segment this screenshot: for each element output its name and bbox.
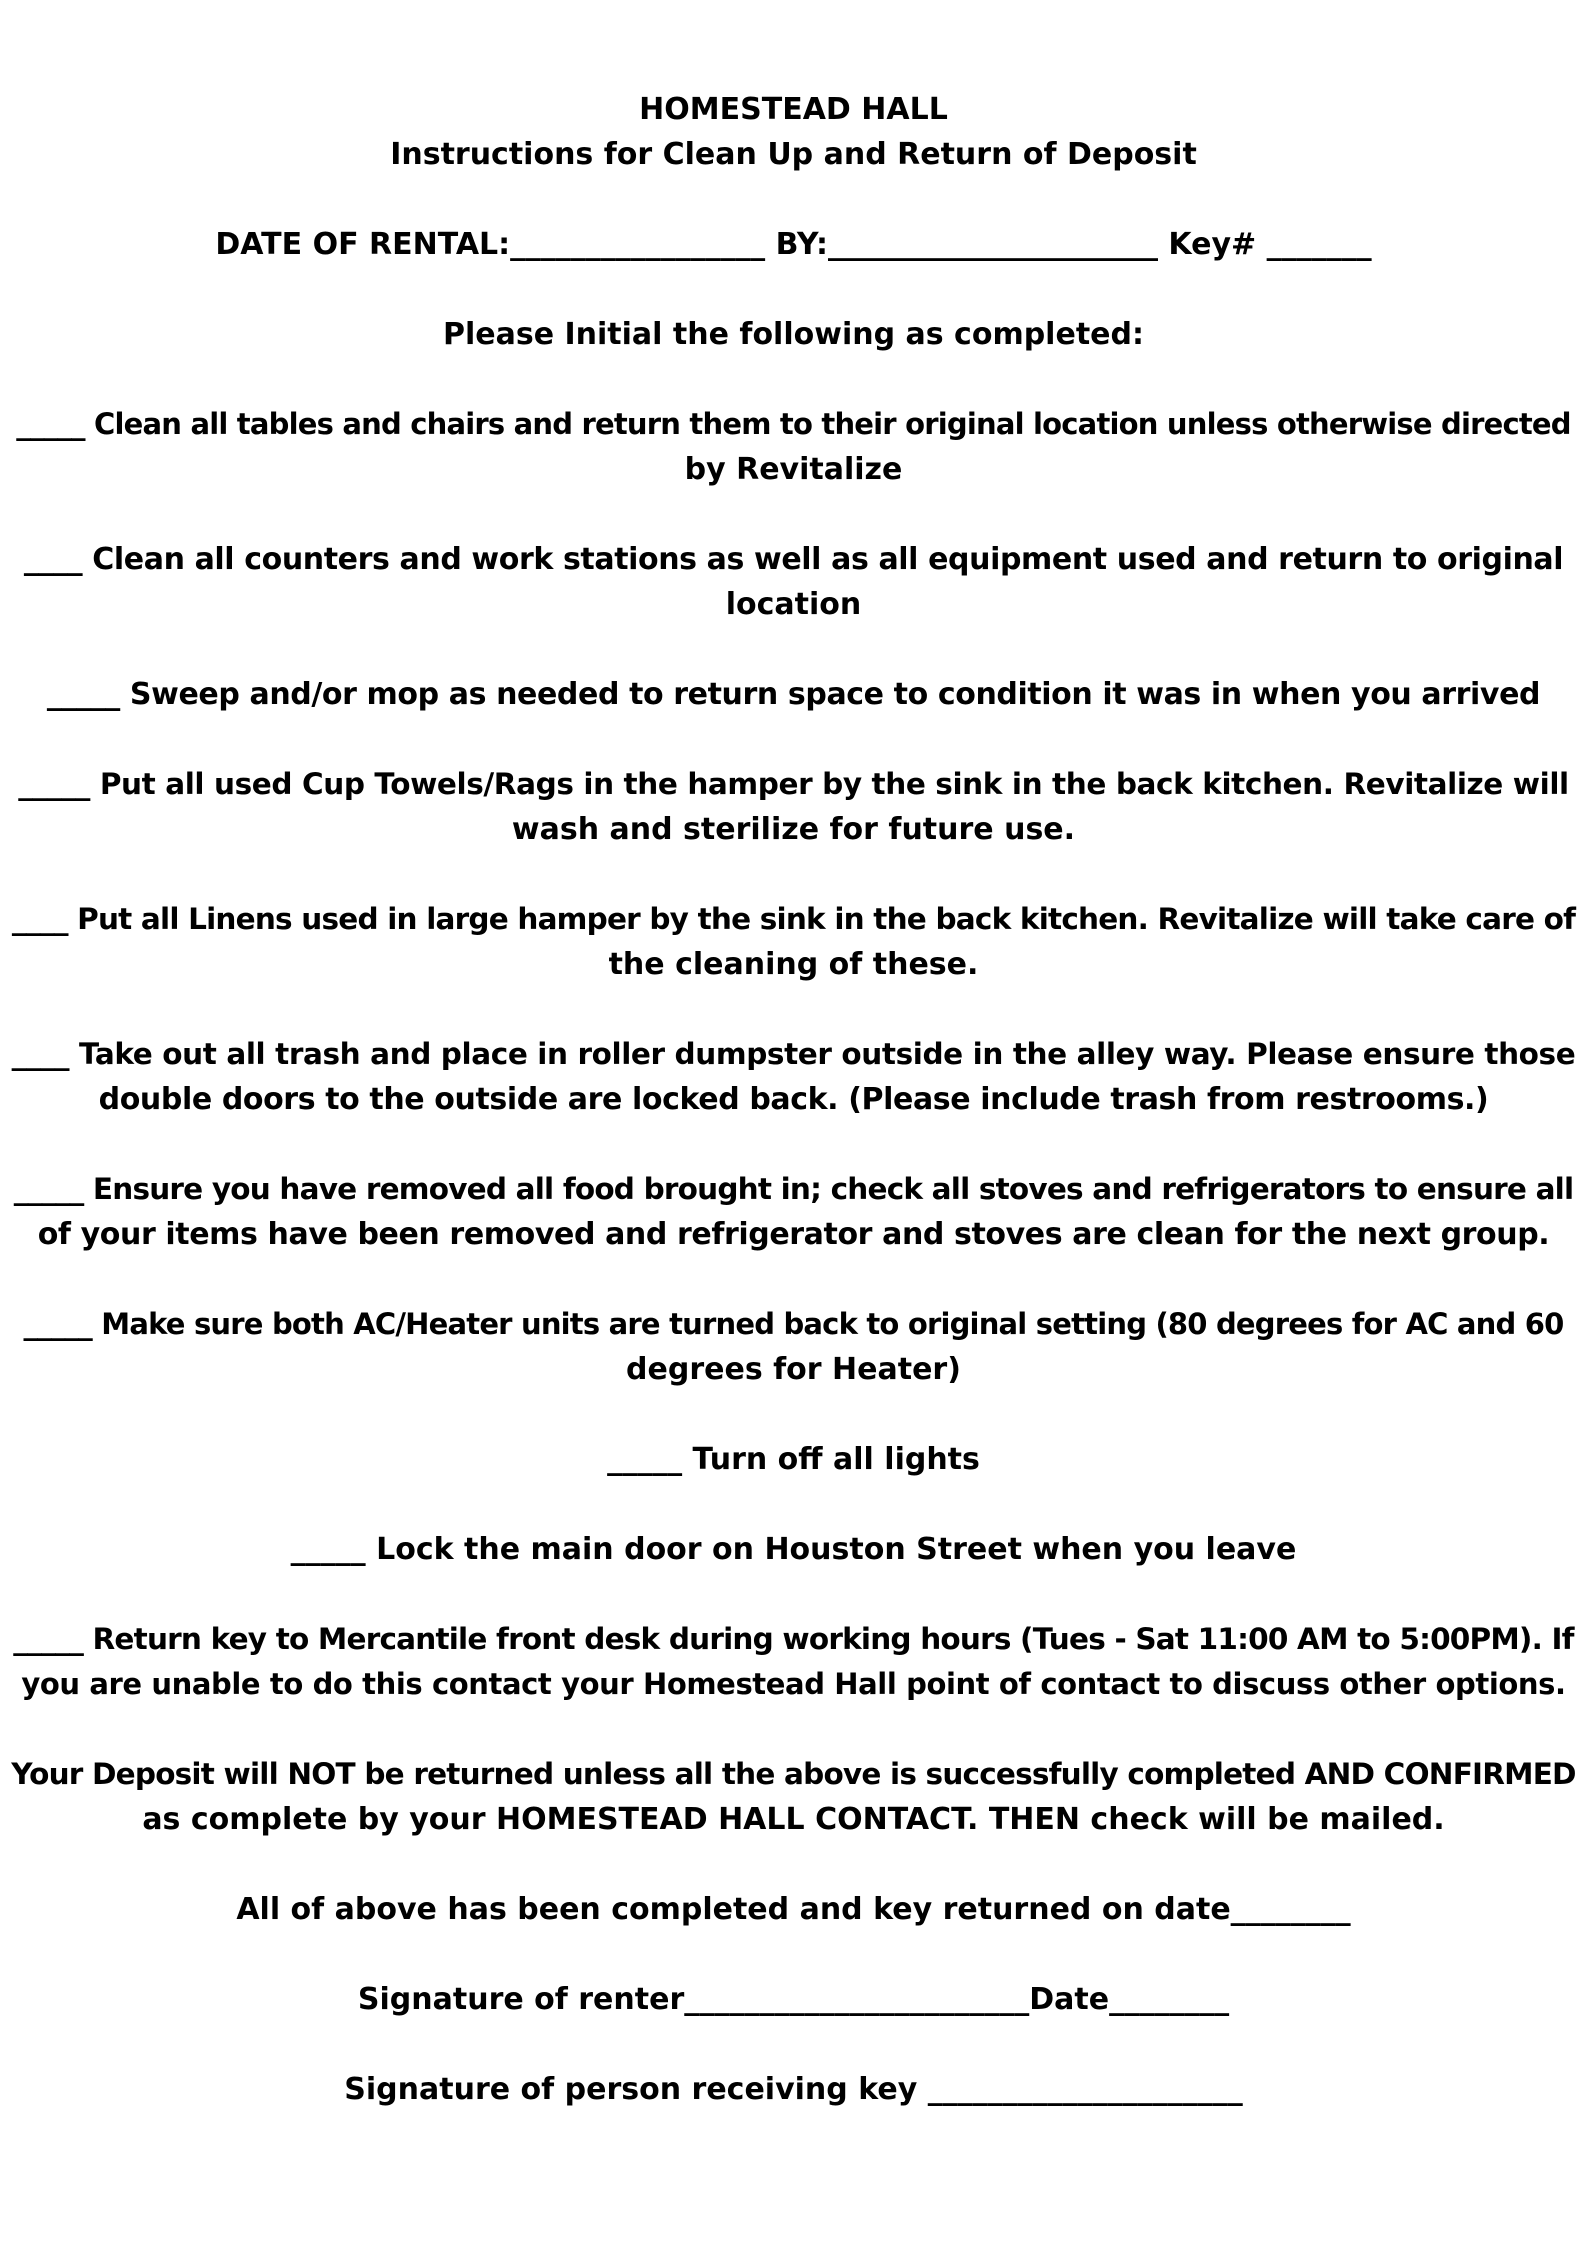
page-title: HOMESTEAD HALL [639,92,948,127]
checklist-item-5-line-2: the cleaning of these. [608,947,979,982]
receiver-signature-line: Signature of person receiving key _____________________ [344,2072,1243,2107]
checklist-item-7-line-2: of your items have been removed and refrigerator and stoves are clean for the next group. [37,1217,1550,1252]
checklist-item-4-line-2: wash and sterilize for future use. [511,812,1076,847]
checklist-item-6-line-1: ____ Take out all trash and place in roller dumpster outside in the alley way. Please ensure those [11,1037,1576,1071]
checklist-item-6-line-2: double doors to the outside are locked back. (Please include trash from restrooms.) [98,1082,1489,1117]
checklist-item-8-line-2: degrees for Heater) [626,1352,961,1387]
renter-signature-line: Signature of renter_______________________Date________ [357,1982,1230,2017]
rental-info-line: DATE OF RENTAL:_________________ BY:______________________ Key# _______ [215,227,1372,262]
checklist-item-9: _____ Turn off all lights [607,1442,980,1477]
deposit-notice-line-2: as complete by your HOMESTEAD HALL CONTACT. THEN check will be mailed. [142,1802,1445,1837]
checklist-item-10: _____ Lock the main door on Houston Street when you leave [290,1532,1297,1567]
checklist-item-7-line-1: _____ Ensure you have removed all food brought in; check all stoves and refrigerators to ensure all [13,1172,1574,1206]
checklist-item-5-line-1: ____ Put all Linens used in large hamper by the sink in the back kitchen. Revitalize will take care of [11,902,1576,936]
checklist-item-3: _____ Sweep and/or mop as needed to return space to condition it was in when you arrived [46,677,1541,712]
completion-date-line: All of above has been completed and key returned on date________ [236,1892,1351,1927]
initial-prompt: Please Initial the following as completed: [443,317,1144,352]
deposit-notice-line-1: Your Deposit will NOT be returned unless all the above is successfully completed AND CONFIRMED [11,1757,1576,1791]
checklist-item-4-line-1: _____ Put all used Cup Towels/Rags in the hamper by the sink in the back kitchen. Revitalize will [18,767,1569,801]
checklist-item-1-line-1: _____ Clean all tables and chairs and return them to their original location unless otherwise directed [16,407,1571,441]
checklist-item-1-line-2: by Revitalize [684,452,903,487]
checklist-item-11-line-1: _____ Return key to Mercantile front desk during working hours (Tues - Sat 11:00 AM to 5:00PM). If [13,1622,1574,1656]
checklist-item-8-line-1: _____ Make sure both AC/Heater units are turned back to original setting (80 degrees for AC and 60 [23,1307,1564,1341]
checklist-item-11-line-2: you are unable to do this contact your Homestead Hall point of contact to discuss other options. [21,1667,1566,1701]
checklist-item-2-line-1: ____ Clean all counters and work stations as well as all equipment used and return to original [23,542,1564,577]
checklist-item-2-line-2: location [725,587,862,622]
page-subtitle: Instructions for Clean Up and Return of Deposit [390,137,1197,172]
